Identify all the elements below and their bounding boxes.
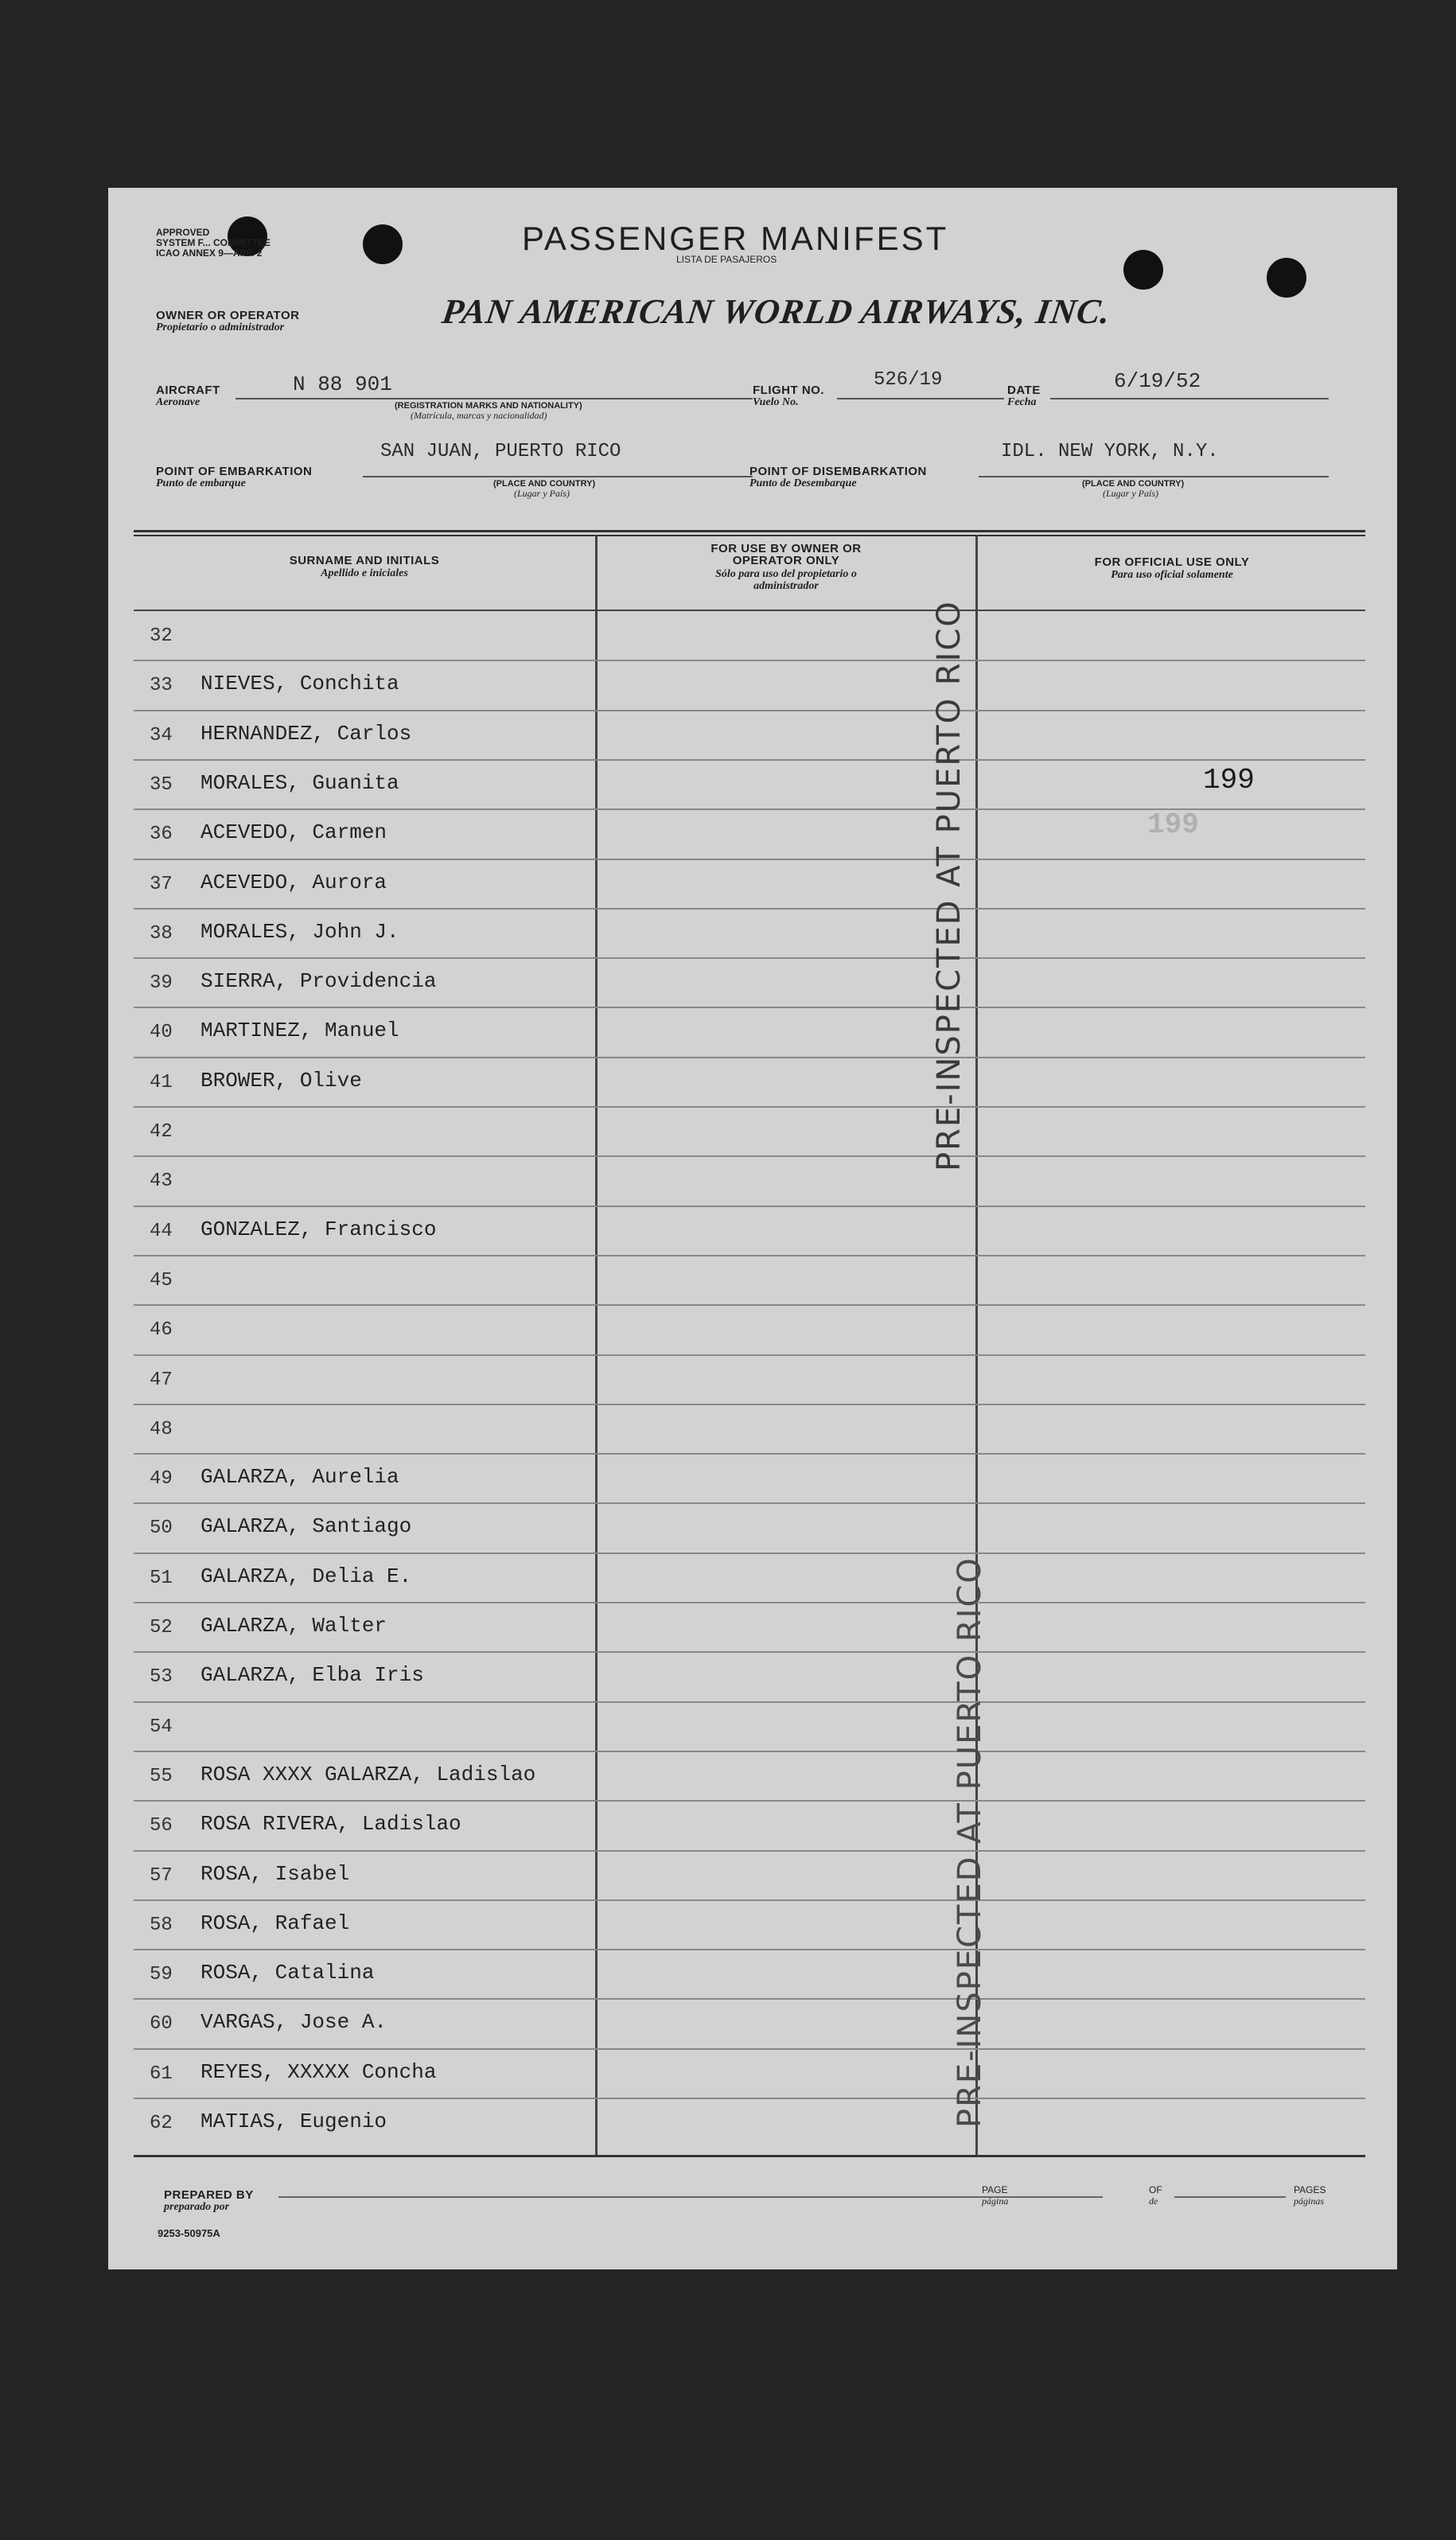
col-head-official: FOR OFFICIAL USE ONLY Para uso oficial solamente: [1094, 555, 1250, 581]
row-number: 44: [150, 1220, 173, 1242]
row-rule: [134, 1255, 1365, 1256]
inspection-stamp: PRE-INSPECTED AT PUERTO RICO: [931, 600, 967, 1171]
pages-label-es: páginas: [1294, 2195, 1325, 2207]
row-rule: [134, 957, 1365, 959]
row-number: 40: [150, 1022, 173, 1044]
row-rule: [134, 1304, 1365, 1306]
row-number: 60: [150, 2013, 173, 2036]
passenger-name: ROSA, Isabel: [200, 1861, 350, 1886]
row-number: 38: [150, 922, 173, 945]
row-number: 35: [150, 773, 173, 796]
row-rule: [134, 1899, 1365, 1901]
date-value: 6/19/52: [1114, 369, 1201, 393]
passenger-name: ACEVEDO, Aurora: [200, 870, 387, 894]
row-rule: [134, 2098, 1365, 2099]
col-divider-1: [595, 535, 598, 2155]
row-rule: [134, 1850, 1365, 1852]
passenger-name: GALARZA, Aurelia: [200, 1465, 399, 1490]
disembark-label-es: Punto de Desembarque: [749, 477, 857, 489]
row-number: 56: [150, 1815, 173, 1837]
row-number: 36: [150, 824, 173, 846]
row-number: 48: [150, 1418, 173, 1440]
row-rule: [134, 710, 1365, 711]
row-number: 58: [150, 1914, 173, 1936]
disembark-value: IDL. NEW YORK, N.Y.: [1001, 441, 1219, 462]
aircraft-label-es: Aeronave: [156, 396, 200, 408]
col-head-surname: SURNAME AND INITIALS Apellido e iniciales: [289, 554, 440, 579]
manifest-sheet: [108, 188, 1397, 2269]
row-number: 46: [150, 1319, 173, 1342]
passenger-name: ROSA XXXX GALARZA, Ladislao: [200, 1762, 536, 1786]
passenger-name: ROSA, Rafael: [200, 1911, 350, 1935]
table-bottom-rule: [134, 2155, 1365, 2157]
row-number: 49: [150, 1468, 173, 1490]
passenger-name: NIEVES, Conchita: [200, 672, 399, 696]
disembark-line: [979, 476, 1329, 477]
place-note-es: (Lugar y País): [514, 488, 570, 499]
page-label-es: página: [982, 2195, 1009, 2207]
passenger-name: MARTINEZ, Manuel: [200, 1019, 399, 1043]
passenger-name: GALARZA, Walter: [200, 1614, 387, 1638]
reg-note-es: (Matrícula, marcas y nacionalidad): [411, 410, 547, 421]
row-number: 45: [150, 1269, 173, 1291]
page-line: [1023, 2196, 1103, 2198]
row-number: 43: [150, 1171, 173, 1193]
aircraft-value: N 88 901: [293, 372, 392, 396]
row-rule: [134, 1007, 1365, 1008]
page-subtitle: LISTA DE PASAJEROS: [676, 254, 777, 265]
passenger-name: GALARZA, Santiago: [200, 1514, 412, 1539]
row-number: 41: [150, 1071, 173, 1093]
pages-label: PAGES: [1294, 2184, 1326, 2195]
date-label: DATE: [1007, 384, 1041, 397]
passenger-name: ROSA, Catalina: [200, 1961, 375, 1985]
row-number: 37: [150, 873, 173, 895]
row-number: 39: [150, 972, 173, 995]
row-rule: [134, 1155, 1365, 1157]
row-rule: [134, 1106, 1365, 1108]
passenger-name: ACEVEDO, Carmen: [200, 820, 387, 845]
row-number: 55: [150, 1765, 173, 1787]
row-number: 53: [150, 1666, 173, 1689]
form-code: 9253-50975A: [158, 2227, 220, 2239]
row-rule: [134, 1949, 1365, 1950]
row-rule: [134, 1206, 1365, 1207]
row-rule: [134, 1057, 1365, 1058]
row-rule: [134, 1502, 1365, 1504]
passenger-name: MATIAS, Eugenio: [200, 2110, 387, 2133]
approval-note: APPROVED SYSTEM F... COMMITTEE ICAO ANNEX 9—APP. 2: [156, 227, 271, 259]
row-number: 54: [150, 1716, 173, 1738]
row-rule: [134, 759, 1365, 761]
row-rule: [134, 660, 1365, 661]
of-label: OF: [1149, 2184, 1162, 2195]
row-rule: [134, 859, 1365, 860]
row-number: 57: [150, 1864, 173, 1887]
passenger-name: MORALES, John J.: [200, 919, 399, 944]
passenger-name: BROWER, Olive: [200, 1068, 362, 1093]
row-number: 51: [150, 1567, 173, 1589]
embark-line: [363, 476, 753, 477]
row-number: 52: [150, 1617, 173, 1638]
row-rule: [134, 1552, 1365, 1554]
passenger-name: MORALES, Guanita: [200, 770, 399, 795]
prepared-label-es: preparado por: [164, 2201, 230, 2213]
disembark-label: POINT OF DISEMBARKATION: [749, 465, 927, 478]
page-label: PAGE: [982, 2184, 1008, 2195]
embark-label: POINT OF EMBARKATION: [156, 465, 313, 478]
flight-line: [837, 398, 1004, 399]
embark-value: SAN JUAN, PUERTO RICO: [380, 441, 621, 462]
row-rule: [134, 1800, 1365, 1802]
row-number: 61: [150, 2063, 173, 2085]
row-rule: [134, 1751, 1365, 1752]
place-note: (PLACE AND COUNTRY): [493, 479, 596, 489]
punch-hole: [1123, 250, 1163, 290]
col-head-operator: FOR USE BY OWNER OR OPERATOR ONLY Sólo para uso del propietario o administrador: [710, 542, 862, 592]
flight-label-es: Vuelo No.: [753, 396, 799, 408]
owner-label-es: Propietario o administrador: [156, 321, 285, 333]
page-title: PASSENGER MANIFEST: [522, 220, 949, 257]
passenger-name: VARGAS, Jose A.: [200, 2010, 387, 2035]
row-number: 47: [150, 1369, 173, 1391]
punch-hole: [1267, 258, 1306, 298]
of-line: [1174, 2196, 1286, 2198]
row-number: 59: [150, 1964, 173, 1986]
official-number-faint: 199: [1147, 808, 1199, 841]
row-rule: [134, 1998, 1365, 2000]
row-rule: [134, 1404, 1365, 1405]
row-rule: [134, 908, 1365, 910]
row-number: 42: [150, 1121, 173, 1143]
owner-label: OWNER OR OPERATOR: [156, 309, 300, 322]
passenger-name: ROSA RIVERA, Ladislao: [200, 1812, 461, 1837]
aircraft-line: [236, 398, 753, 399]
passenger-name: GONZALEZ, Francisco: [200, 1217, 437, 1241]
row-rule: [134, 1354, 1365, 1356]
aircraft-label: AIRCRAFT: [156, 384, 220, 397]
passenger-name: SIERRA, Providencia: [200, 969, 437, 994]
official-number: 199: [1203, 764, 1255, 797]
embark-label-es: Punto de embarque: [156, 477, 246, 489]
prepared-label: PREPARED BY: [164, 2188, 254, 2202]
prepared-line: [278, 2196, 1090, 2198]
passenger-name: GALARZA, Delia E.: [200, 1564, 412, 1588]
row-rule: [134, 1453, 1365, 1455]
row-rule: [134, 1651, 1365, 1653]
flight-label: FLIGHT NO.: [753, 384, 824, 397]
row-rule: [134, 1701, 1365, 1703]
row-number: 50: [150, 1517, 173, 1540]
passenger-name: HERNANDEZ, Carlos: [200, 721, 412, 746]
passenger-name: REYES, XXXXX Concha: [200, 2059, 437, 2084]
owner-value: PAN AMERICAN WORLD AIRWAYS, INC.: [439, 292, 1114, 331]
row-rule: [134, 2048, 1365, 2050]
punch-hole: [363, 224, 403, 264]
place-note-2-es: (Lugar y País): [1103, 488, 1158, 499]
row-number: 32: [150, 625, 173, 647]
date-label-es: Fecha: [1007, 396, 1037, 408]
place-note-2: (PLACE AND COUNTRY): [1082, 479, 1185, 489]
table-top-rule: [134, 530, 1365, 532]
row-rule: [134, 1602, 1365, 1603]
row-number: 34: [150, 724, 173, 746]
flight-value: 526/19: [874, 369, 943, 391]
header-bottom-rule: [134, 610, 1365, 611]
row-number: 62: [150, 2113, 173, 2134]
date-line: [1050, 398, 1329, 399]
reg-note: (REGISTRATION MARKS AND NATIONALITY): [395, 401, 582, 411]
of-label-es: de: [1149, 2195, 1158, 2207]
row-number: 33: [150, 675, 173, 697]
inspection-stamp: PRE-INSPECTED AT PUERTO RICO: [952, 1556, 988, 2128]
table-top-rule-2: [134, 535, 1365, 536]
passenger-name: GALARZA, Elba Iris: [200, 1663, 424, 1688]
